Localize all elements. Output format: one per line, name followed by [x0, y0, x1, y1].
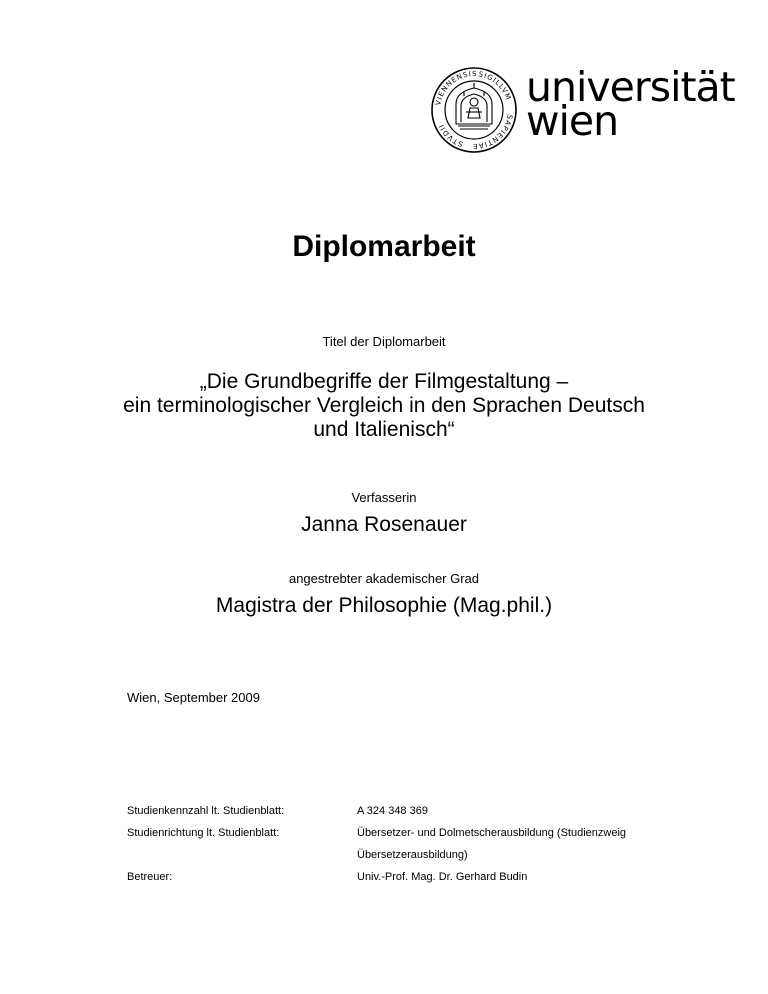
seal-text-top: SIGILLVM [477, 70, 513, 102]
wordmark-line-1: universität [526, 63, 735, 111]
info-key: Studienrichtung lt. Studienblatt: [127, 827, 280, 839]
university-wordmark [526, 63, 735, 145]
thesis-title-line: ein terminologischer Vergleich in den Sprachen Deutsch [123, 394, 645, 417]
info-value: Univ.-Prof. Mag. Dr. Gerhard Budin [357, 871, 528, 883]
info-row [127, 822, 687, 866]
thesis-title-line: „Die Grundbegriffe der Filmgestaltung – [199, 370, 569, 393]
info-key: Studienkennzahl lt. Studienblatt: [127, 805, 285, 817]
document-type-heading: Diplomarbeit [292, 230, 476, 263]
info-value: Übersetzer- und Dolmetscherausbildung (Studienzweig Übersetzerausbildung) [357, 827, 627, 861]
seal-text-right: SAPIENTIAE [472, 113, 514, 151]
study-info-table [127, 800, 687, 888]
wordmark-line-2: wien [526, 97, 619, 145]
thesis-title-label: Titel der Diplomarbeit [322, 334, 446, 349]
seal-text-left: VIENNENSIS [434, 69, 478, 107]
seal-text-bottom: STVDII [437, 122, 465, 148]
thesis-title [0, 370, 768, 442]
thesis-title-line: und Italienisch“ [313, 418, 455, 441]
info-key: Betreuer: [127, 871, 173, 883]
university-seal-icon [430, 66, 518, 154]
author-name: Janna Rosenauer [301, 513, 467, 536]
info-value: A 324 348 369 [357, 805, 428, 817]
info-row [127, 800, 687, 822]
author-label: Verfasserin [351, 490, 417, 505]
degree-label: angestrebter akademischer Grad [288, 571, 480, 586]
place-and-date: Wien, September 2009 [127, 690, 260, 705]
university-logo [430, 63, 735, 156]
info-row [127, 866, 687, 888]
degree-name: Magistra der Philosophie (Mag.phil.) [215, 594, 553, 617]
svg-text:SIGILLVM [478, 70, 513, 101]
